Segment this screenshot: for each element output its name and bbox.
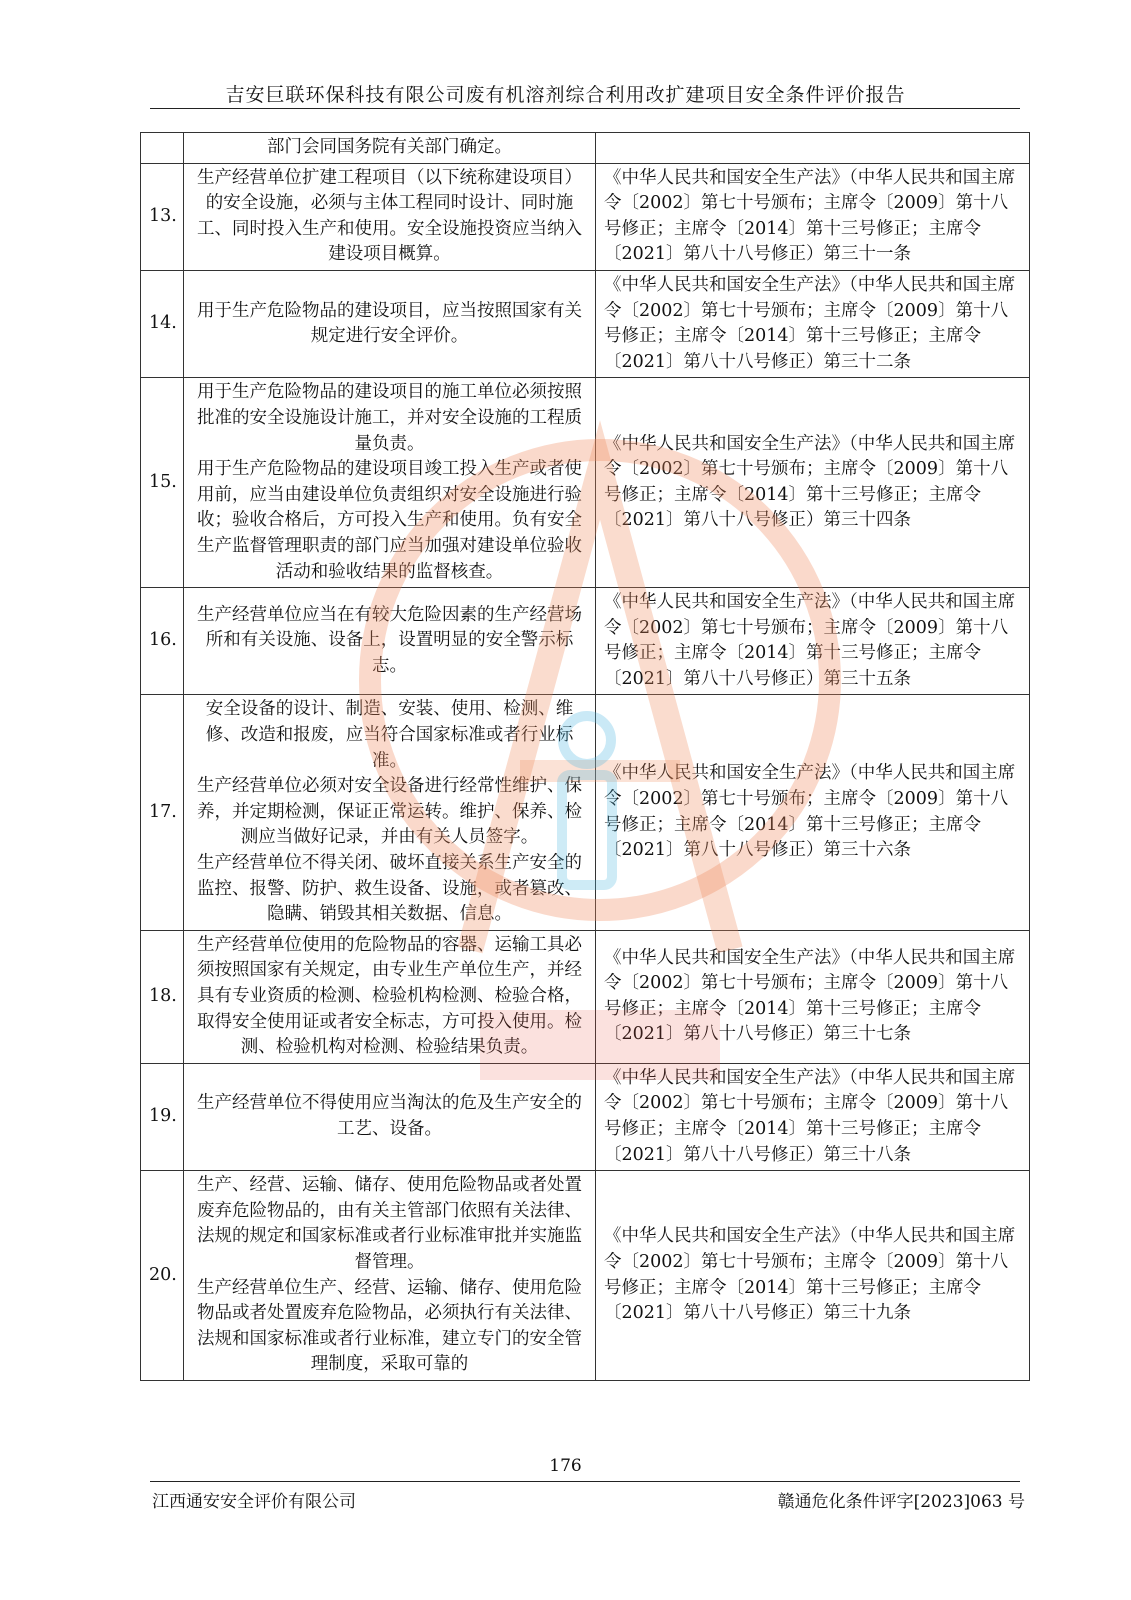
legal-basis-cell: 《中华人民共和国安全生产法》（中华人民共和国主席令〔2002〕第七十号颁布；主席令〔2009〕第十八号修正；主席令〔2014〕第十三号修正；主席令〔2021〕第八十八号修正）第三十四条 bbox=[596, 378, 1030, 588]
item-number: 19. bbox=[141, 1063, 184, 1170]
requirement-paragraph: 用于生产危险物品的建设项目的施工单位必须按照批准的安全设施设计施工，并对安全设施的工程质量负责。 bbox=[197, 382, 582, 454]
item-number: 17. bbox=[141, 695, 184, 930]
item-number bbox=[141, 133, 184, 164]
item-number: 16. bbox=[141, 588, 184, 695]
requirement-cell bbox=[184, 378, 596, 588]
item-number: 20. bbox=[141, 1171, 184, 1381]
table-row bbox=[141, 930, 1030, 1063]
item-number: 14. bbox=[141, 270, 184, 377]
page-number: 176 bbox=[549, 1456, 582, 1476]
regulation-table-body bbox=[141, 133, 1030, 1381]
requirement-paragraph: 生产经营单位生产、经营、运输、储存、使用危险物品或者处置废弃危险物品，必须执行有关法律、法规和国家标准或者行业标准，建立专门的安全管理制度，采取可靠的 bbox=[197, 1277, 582, 1375]
footer-company: 江西通安安全评价有限公司 bbox=[152, 1492, 356, 1512]
requirement-cell bbox=[184, 930, 596, 1063]
table-row bbox=[141, 163, 1030, 270]
requirement-paragraph: 生产经营单位不得使用应当淘汰的危及生产安全的工艺、设备。 bbox=[197, 1093, 582, 1139]
requirement-cell bbox=[184, 163, 596, 270]
table-row bbox=[141, 133, 1030, 164]
table-row bbox=[141, 270, 1030, 377]
requirement-paragraph: 部门会同国务院有关部门确定。 bbox=[267, 137, 512, 157]
requirement-paragraph: 用于生产危险物品的建设项目竣工投入生产或者使用前，应当由建设单位负责组织对安全设施进行验收；验收合格后，方可投入生产和使用。负有安全生产监督管理职责的部门应当加强对建设单位验收活动和验收结果的监督核查。 bbox=[197, 459, 582, 582]
requirement-paragraph: 生产经营单位扩建工程项目（以下统称建设项目）的安全设施，必须与主体工程同时设计、同时施工、同时投入生产和使用。安全设施投资应当纳入建设项目概算。 bbox=[197, 167, 582, 265]
requirement-paragraph: 生产经营单位应当在有较大危险因素的生产经营场所和有关设施、设备上，设置明显的安全警示标志。 bbox=[197, 604, 582, 677]
regulation-table bbox=[140, 132, 1030, 1381]
legal-basis-cell: 《中华人民共和国安全生产法》（中华人民共和国主席令〔2002〕第七十号颁布；主席令〔2009〕第十八号修正；主席令〔2014〕第十三号修正；主席令〔2021〕第八十八号修正）第三十六条 bbox=[596, 695, 1030, 930]
item-number: 18. bbox=[141, 930, 184, 1063]
table-row bbox=[141, 695, 1030, 930]
legal-basis-cell: 《中华人民共和国安全生产法》（中华人民共和国主席令〔2002〕第七十号颁布；主席令〔2009〕第十八号修正；主席令〔2014〕第十三号修正；主席令〔2021〕第八十八号修正）第三十一条 bbox=[596, 163, 1030, 270]
item-number: 13. bbox=[141, 163, 184, 270]
requirement-paragraph: 生产、经营、运输、储存、使用危险物品或者处置废弃危险物品的，由有关主管部门依照有关法律、法规的规定和国家标准或者行业标准审批并实施监督管理。 bbox=[197, 1175, 582, 1272]
requirement-cell bbox=[184, 588, 596, 695]
table-row bbox=[141, 1171, 1030, 1381]
requirement-cell bbox=[184, 1063, 596, 1170]
table-row bbox=[141, 1063, 1030, 1170]
requirement-paragraph: 安全设备的设计、制造、安装、使用、检测、维修、改造和报废，应当符合国家标准或者行业标准。 bbox=[205, 699, 574, 771]
requirement-cell bbox=[184, 133, 596, 164]
footer-report-code: 赣通危化条件评字[2023]063 号 bbox=[777, 1492, 1025, 1512]
table-row bbox=[141, 588, 1030, 695]
table-row bbox=[141, 378, 1030, 588]
requirement-paragraph: 生产经营单位不得关闭、破坏直接关系生产安全的监控、报警、防护、救生设备、设施，或者篡改、隐瞒、销毁其相关数据、信息。 bbox=[197, 853, 582, 925]
legal-basis-cell: 《中华人民共和国安全生产法》（中华人民共和国主席令〔2002〕第七十号颁布；主席令〔2009〕第十八号修正；主席令〔2014〕第十三号修正；主席令〔2021〕第八十八号修正）第三十八条 bbox=[596, 1063, 1030, 1170]
legal-basis-cell: 《中华人民共和国安全生产法》（中华人民共和国主席令〔2002〕第七十号颁布；主席令〔2009〕第十八号修正；主席令〔2014〕第十三号修正；主席令〔2021〕第八十八号修正）第三十五条 bbox=[596, 588, 1030, 695]
requirement-cell bbox=[184, 270, 596, 377]
requirement-cell bbox=[184, 695, 596, 930]
legal-basis-cell: 《中华人民共和国安全生产法》（中华人民共和国主席令〔2002〕第七十号颁布；主席令〔2009〕第十八号修正；主席令〔2014〕第十三号修正；主席令〔2021〕第八十八号修正）第三十二条 bbox=[596, 270, 1030, 377]
legal-basis-cell bbox=[596, 133, 1030, 164]
requirement-paragraph: 用于生产危险物品的建设项目，应当按照国家有关规定进行安全评价。 bbox=[197, 300, 582, 347]
requirement-paragraph: 生产经营单位必须对安全设备进行经常性维护、保养，并定期检测，保证正常运转。维护、保养、检测应当做好记录，并由有关人员签字。 bbox=[197, 776, 582, 848]
requirement-paragraph: 生产经营单位使用的危险物品的容器、运输工具必须按照国家有关规定，由专业生产单位生产，并经具有专业资质的检测、检验机构检测、检验合格，取得安全使用证或者安全标志，方可投入使用。检测、检验机构对检测、检验结果负责。 bbox=[197, 934, 582, 1058]
legal-basis-cell: 《中华人民共和国安全生产法》（中华人民共和国主席令〔2002〕第七十号颁布；主席令〔2009〕第十八号修正；主席令〔2014〕第十三号修正；主席令〔2021〕第八十八号修正）第三十七条 bbox=[596, 930, 1030, 1063]
requirement-cell bbox=[184, 1171, 596, 1381]
legal-basis-cell: 《中华人民共和国安全生产法》（中华人民共和国主席令〔2002〕第七十号颁布；主席令〔2009〕第十八号修正；主席令〔2014〕第十三号修正；主席令〔2021〕第八十八号修正）第三十九条 bbox=[596, 1171, 1030, 1381]
report-header-title: 吉安巨联环保科技有限公司废有机溶剂综合利用改扩建项目安全条件评价报告 bbox=[225, 84, 906, 106]
footer-divider bbox=[150, 1481, 1020, 1482]
header-divider bbox=[150, 108, 1020, 109]
item-number: 15. bbox=[141, 378, 184, 588]
